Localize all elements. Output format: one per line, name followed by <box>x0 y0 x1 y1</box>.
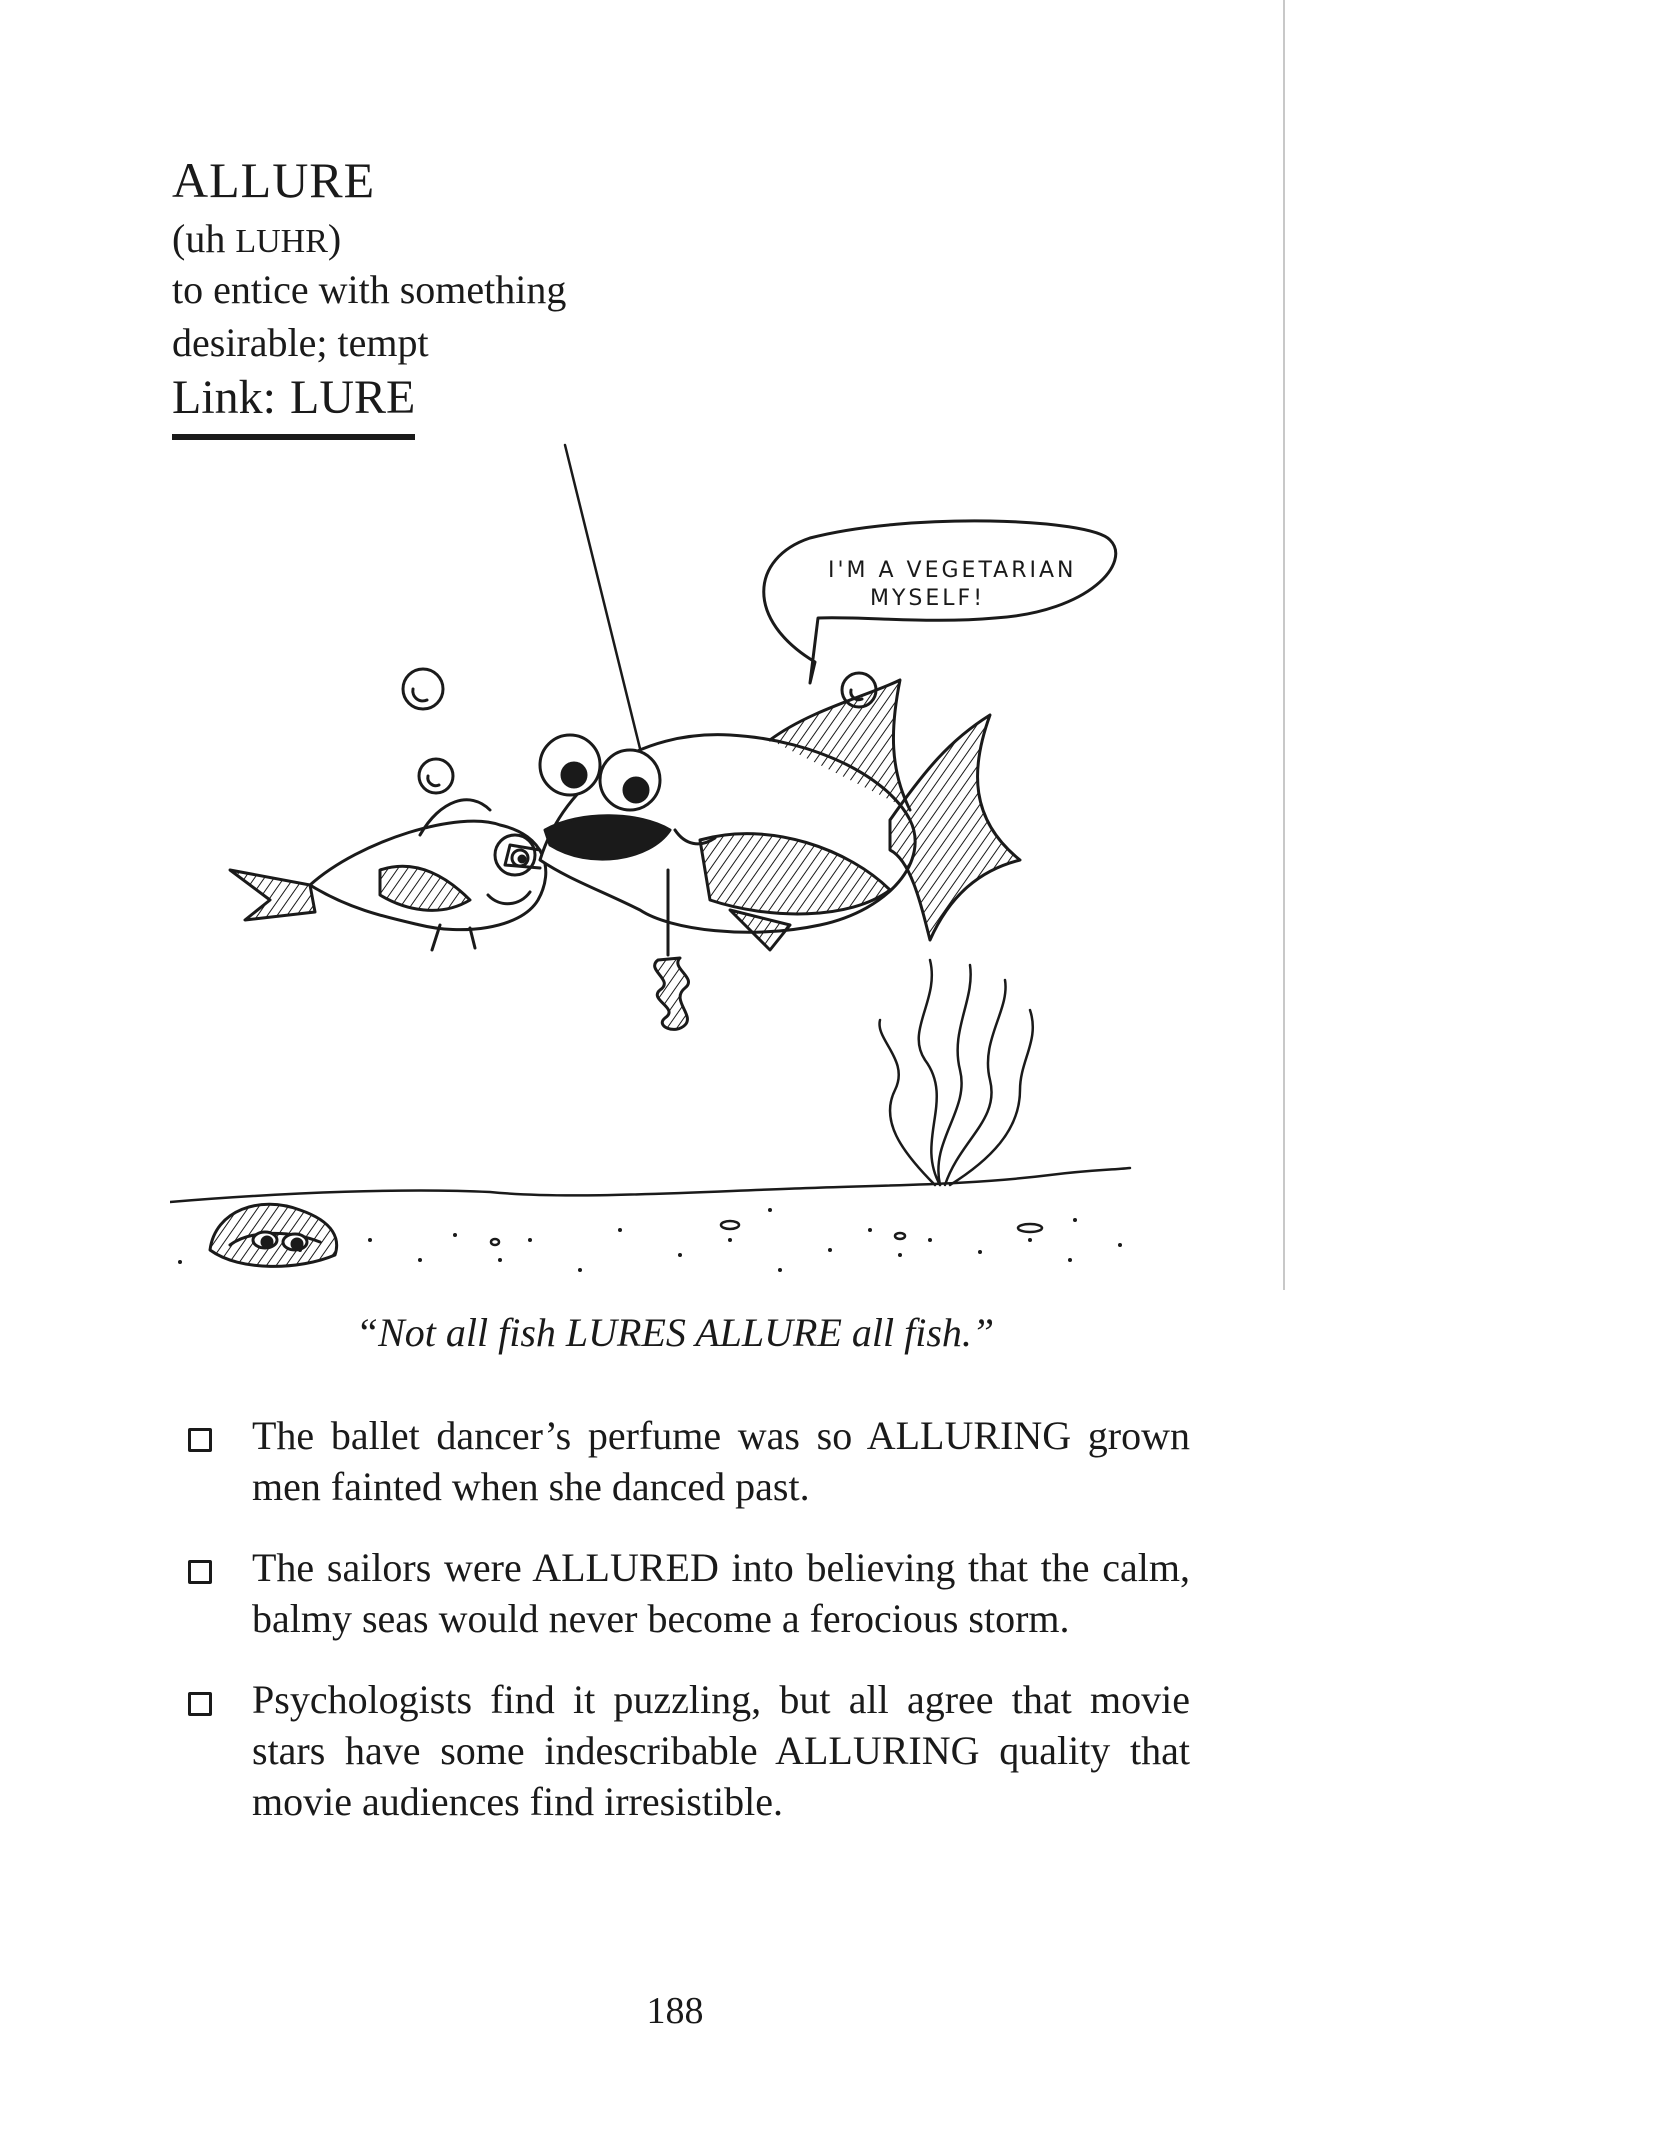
page-edge-line <box>1283 0 1285 1290</box>
link-word: LURE <box>290 371 416 424</box>
checkbox-icon[interactable] <box>188 1692 212 1716</box>
big-fish <box>505 680 1020 950</box>
cartoon-caption: “Not all fish LURES ALLURE all fish.” <box>355 1310 995 1355</box>
example-text: The ballet dancer’s perfume was so ALLURING grown men fainted when she danced past. <box>252 1413 1190 1509</box>
checkbox-icon[interactable] <box>188 1428 212 1452</box>
example-item <box>180 1674 1190 1827</box>
clam <box>210 1204 337 1266</box>
example-text: Psychologists find it puzzling, but all agree that movie stars have some indescribable ALLURING quality that movie audiences find irresistible. <box>252 1677 1190 1824</box>
speech-bubble-line1: I'M A VEGETARIAN <box>828 558 1077 583</box>
example-item <box>180 1410 1190 1512</box>
small-fish <box>230 800 546 950</box>
definition: to entice with something desirable; tempt <box>172 267 567 365</box>
speech-bubble-line2: MYSELF! <box>870 586 986 611</box>
checkbox-icon[interactable] <box>188 1560 212 1584</box>
page-number: 188 <box>646 1990 704 2032</box>
example-sentences <box>180 1410 1190 1857</box>
speech-bubble <box>764 521 1116 683</box>
seaweed <box>880 960 1033 1185</box>
cartoon-illustration <box>170 440 1200 1310</box>
pronunciation-close: ) <box>327 216 342 261</box>
example-text: The sailors were ALLURED into believing that the calm, balmy seas would never become a ferocious storm. <box>252 1545 1190 1641</box>
link-line <box>172 368 415 440</box>
headword: ALLURE <box>172 152 376 208</box>
link-label: Link: <box>172 371 276 424</box>
example-item <box>180 1542 1190 1644</box>
pronunciation <box>172 214 341 267</box>
pronunciation-open: (uh <box>172 216 236 261</box>
pronunciation-caps: LUHR <box>235 223 328 260</box>
